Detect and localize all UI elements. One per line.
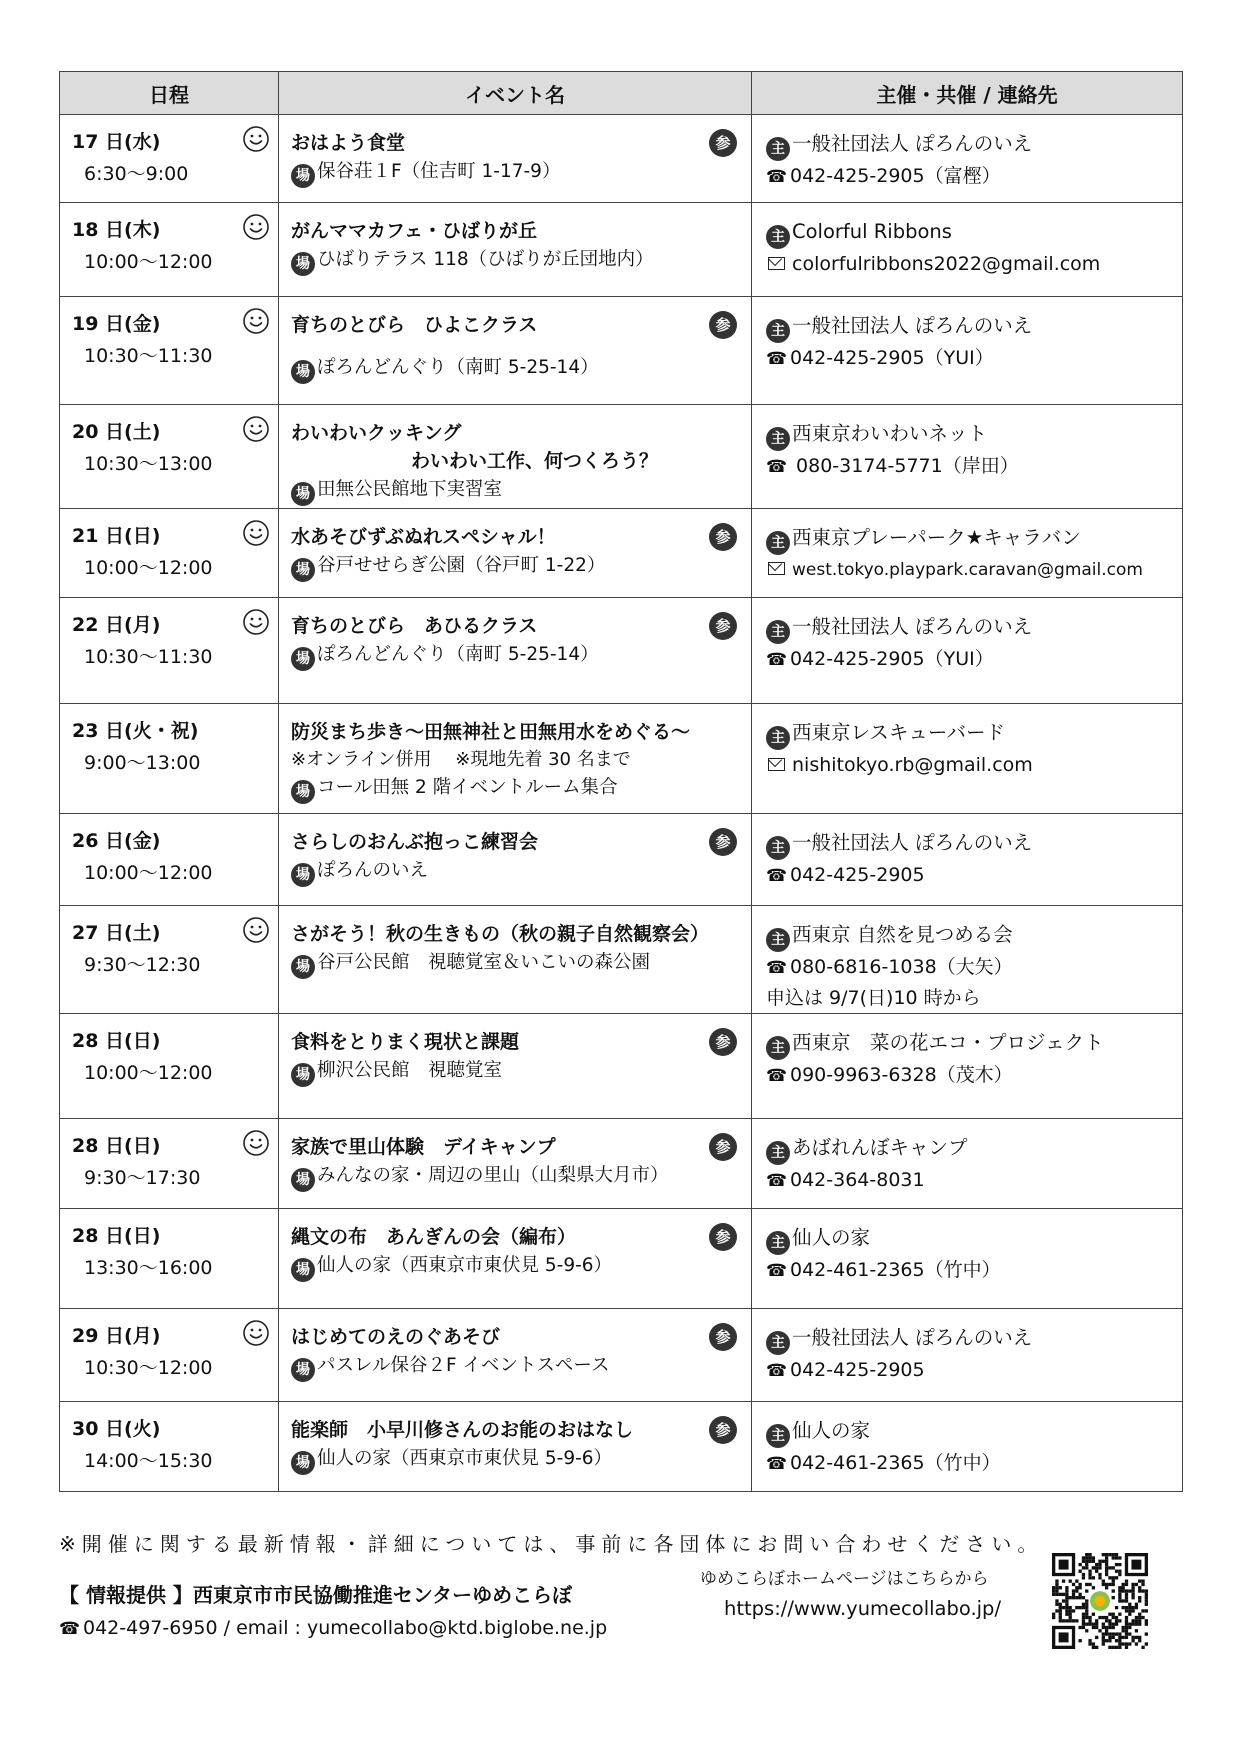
telephone-icon: ☎ (766, 1171, 788, 1191)
table-row (60, 1402, 1183, 1492)
venue-text: 田無公民館地下実習室 (317, 479, 503, 500)
contact-text: 042-425-2905 (790, 1359, 925, 1381)
event-time: 10:30～13:00 (84, 453, 213, 475)
participation-badge: 参 (709, 311, 737, 339)
event-date: 18 日(木) (72, 219, 161, 241)
venue-text: 谷戸公民館 視聴覚室＆いこいの森公園 (317, 952, 651, 973)
table-row (60, 509, 1183, 598)
organizer (766, 1416, 1176, 1448)
provider-contact-text: 042-497-6950 / email : yumecollabo@ktd.biglobe.ne.jp (83, 1617, 608, 1639)
table-row (60, 1014, 1183, 1119)
organizer (766, 718, 1176, 750)
organizer (766, 129, 1176, 161)
event-title: さらしのおんぶ抱っこ練習会 (291, 831, 539, 853)
event-cell (279, 1309, 752, 1402)
event-time: 13:30～16:00 (84, 1257, 213, 1279)
date-cell (60, 704, 279, 814)
table-row (60, 203, 1183, 297)
organizer (766, 1223, 1176, 1255)
event-title: 家族で里山体験 デイキャンプ (291, 1136, 556, 1158)
smiley-icon (242, 213, 270, 241)
organizer (766, 217, 1176, 249)
footer-notice: ※開催に関する最新情報・詳細については、事前に各団体にお問い合わせください。 (59, 1532, 1044, 1556)
organizer-name: 仙人の家 (792, 1226, 871, 1249)
event-title: 育ちのとびら あひるクラス (291, 615, 538, 637)
date-cell (60, 906, 279, 1014)
venue-badge: 場 (291, 955, 315, 979)
event-venue (291, 1444, 741, 1475)
event-venue (291, 1251, 741, 1282)
event-cell (279, 405, 752, 509)
contact-text: 042-425-2905 (790, 864, 925, 886)
contact-text: 042-364-8031 (790, 1169, 925, 1191)
organizer-name: 一般社団法人 ぽろんのいえ (792, 831, 1033, 854)
provider-contact (59, 1617, 607, 1639)
qr-code[interactable] (1052, 1553, 1148, 1649)
organizer-name: Colorful Ribbons (792, 220, 952, 243)
venue-text: 谷戸せせらぎ公園（谷戸町 1-22） (317, 555, 606, 576)
event-date: 23 日(火・祝) (72, 720, 199, 742)
contact-text: 080-3174-5771（岸田） (790, 455, 1019, 477)
contact-phone (766, 1255, 1176, 1286)
venue-text: 仙人の家（西東京市東伏見 5-9-6） (317, 1448, 613, 1469)
contact-email[interactable] (766, 555, 1176, 585)
participation-badge: 参 (709, 828, 737, 856)
telephone-icon: ☎ (766, 650, 788, 670)
contact-phone (766, 860, 1176, 891)
event-schedule-table (59, 71, 1183, 1492)
organizer-name: 一般社団法人 ぽろんのいえ (792, 132, 1033, 155)
date-cell (60, 1402, 279, 1492)
table-row (60, 598, 1183, 704)
smiley-icon (242, 1129, 270, 1157)
participation-badge: 参 (709, 1133, 737, 1161)
contact-phone (766, 1355, 1176, 1386)
event-venue (291, 773, 741, 804)
event-title: 食料をとりまく現状と課題 (291, 1031, 520, 1053)
event-title-line2: わいわい工作、何つくろう？ (411, 450, 659, 472)
venue-badge: 場 (291, 1063, 315, 1087)
event-time: 10:00～12:00 (84, 862, 213, 884)
event-date: 28 日(日) (72, 1225, 161, 1247)
contact-text: 042-425-2905（YUI） (790, 347, 994, 369)
contact-text: 042-425-2905（YUI） (790, 648, 994, 670)
organizer (766, 1028, 1176, 1060)
host-badge: 主 (766, 531, 790, 555)
venue-text: 柳沢公民館 視聴覚室 (317, 1060, 503, 1081)
smiley-icon (242, 307, 270, 335)
envelope-icon (768, 562, 785, 575)
venue-text: 保谷荘１F（住吉町 1-17-9） (317, 161, 561, 182)
participation-badge: 参 (709, 129, 737, 157)
event-venue (291, 475, 741, 506)
host-badge: 主 (766, 1331, 790, 1355)
host-badge: 主 (766, 620, 790, 644)
host-badge: 主 (766, 928, 790, 952)
participation-badge: 参 (709, 612, 737, 640)
smiley-icon (242, 916, 270, 944)
contact-phone (766, 1448, 1176, 1479)
table-row (60, 405, 1183, 509)
venue-badge: 場 (291, 1451, 315, 1475)
organizer (766, 419, 1176, 451)
date-cell (60, 598, 279, 704)
contact-phone (766, 161, 1176, 192)
organizer-cell (752, 1309, 1183, 1402)
event-date: 17 日(水) (72, 131, 161, 153)
host-badge: 主 (766, 1424, 790, 1448)
event-date: 28 日(日) (72, 1135, 161, 1157)
organizer-name: 西東京 自然を見つめる会 (792, 923, 1013, 946)
telephone-icon: ☎ (766, 1261, 788, 1281)
event-cell (279, 906, 752, 1014)
event-date: 27 日(土) (72, 922, 161, 944)
date-cell (60, 1209, 279, 1309)
contact-text: 042-461-2365（竹中） (790, 1259, 1001, 1281)
participation-badge: 参 (709, 1028, 737, 1056)
participation-badge: 参 (709, 1323, 737, 1351)
smiley-icon (242, 125, 270, 153)
event-time: 10:30～11:30 (84, 345, 213, 367)
telephone-icon: ☎ (766, 958, 788, 978)
homepage-label: ゆめこらぼホームページはこちらから (700, 1569, 989, 1589)
host-badge: 主 (766, 1036, 790, 1060)
date-cell (60, 203, 279, 297)
table-row (60, 814, 1183, 906)
organizer (766, 612, 1176, 644)
event-cell (279, 1119, 752, 1209)
venue-badge: 場 (291, 1258, 315, 1282)
contact-phone (766, 952, 1176, 983)
event-time: 10:30～11:30 (84, 646, 213, 668)
organizer (766, 828, 1176, 860)
organizer (766, 920, 1176, 952)
smiley-icon (242, 1319, 270, 1347)
date-cell (60, 115, 279, 203)
event-date: 20 日(土) (72, 421, 161, 443)
event-cell (279, 203, 752, 297)
date-cell (60, 1014, 279, 1119)
host-badge: 主 (766, 137, 790, 161)
host-badge: 主 (766, 1141, 790, 1165)
organizer-name: 一般社団法人 ぽろんのいえ (792, 615, 1033, 638)
venue-text: コール田無 2 階イベントルーム集合 (317, 777, 618, 798)
event-title: わいわいクッキング (291, 422, 462, 444)
organizer-name: あばれんぼキャンプ (792, 1136, 968, 1159)
event-cell (279, 814, 752, 906)
info-provider: 【 情報提供 】西東京市市民協働推進センターゆめこらぼ (59, 1583, 573, 1607)
contact-text: nishitokyo.rb@gmail.com (792, 754, 1033, 776)
event-time: 10:00～12:00 (84, 251, 213, 273)
event-time: 10:30～12:00 (84, 1357, 213, 1379)
event-time: 9:30～17:30 (84, 1167, 201, 1189)
event-title: 能楽師 小早川修さんのお能のおはなし (291, 1419, 634, 1441)
host-badge: 主 (766, 1231, 790, 1255)
envelope-icon (768, 758, 785, 771)
organizer (766, 311, 1176, 343)
organizer-cell (752, 1014, 1183, 1119)
event-title: はじめてのえのぐあそび (291, 1326, 501, 1348)
contact-text: west.tokyo.playpark.caravan@gmail.com (792, 560, 1143, 580)
header-event: イベント名 (279, 72, 752, 115)
event-date: 29 日(月) (72, 1325, 161, 1347)
event-cell (279, 1209, 752, 1309)
telephone-icon: ☎ (766, 349, 788, 369)
telephone-icon: ☎ (766, 1454, 788, 1474)
event-date: 28 日(日) (72, 1030, 161, 1052)
event-title: おはよう食堂 (291, 132, 406, 154)
table-row (60, 1309, 1183, 1402)
organizer-name: 西東京プレーパーク★キャラバン (792, 526, 1081, 549)
participation-badge: 参 (709, 523, 737, 551)
host-badge: 主 (766, 225, 790, 249)
organizer-cell (752, 1402, 1183, 1492)
smiley-icon (242, 519, 270, 547)
organizer-cell (752, 203, 1183, 297)
event-cell (279, 509, 752, 598)
contact-phone (766, 644, 1176, 675)
event-venue (291, 856, 741, 887)
event-title: 防災まち歩き～田無神社と田無用水をめぐる～ (291, 721, 691, 743)
table-row (60, 1119, 1183, 1209)
organizer-name: 一般社団法人 ぽろんのいえ (792, 1326, 1033, 1349)
event-time: 6:30～9:00 (84, 163, 189, 185)
event-venue (291, 1056, 741, 1087)
contact-text: 042-425-2905（富樫） (790, 165, 1001, 187)
header-date: 日程 (60, 72, 279, 115)
venue-badge: 場 (291, 164, 315, 188)
event-venue (291, 1351, 741, 1382)
participation-badge: 参 (709, 1416, 737, 1444)
table-row (60, 704, 1183, 814)
event-time: 14:00～15:30 (84, 1450, 213, 1472)
contact-text: 090-9963-6328（茂木） (790, 1064, 1013, 1086)
event-date: 22 日(月) (72, 614, 161, 636)
event-note: ※オンライン併用 ※現地先着 30 名まで (291, 749, 631, 770)
organizer-cell (752, 405, 1183, 509)
event-venue (291, 640, 741, 671)
smiley-icon (242, 415, 270, 443)
contact-phone (766, 343, 1176, 374)
venue-text: ひばりテラス 118（ひばりが丘団地内） (317, 249, 654, 270)
table-row (60, 115, 1183, 203)
table-row (60, 297, 1183, 405)
venue-text: パスレル保谷２F イベントスペース (317, 1355, 610, 1376)
telephone-icon: ☎ (766, 457, 788, 477)
event-title: 縄文の布 あんぎんの会（編布） (291, 1226, 577, 1248)
venue-text: ぽろんどんぐり（南町 5-25-14） (317, 357, 599, 378)
spacer (291, 339, 741, 353)
event-cell (279, 704, 752, 814)
organizer-name: 西東京レスキューバード (792, 721, 1005, 744)
contact-text: colorfulribbons2022@gmail.com (792, 253, 1101, 275)
date-cell (60, 297, 279, 405)
event-cell (279, 115, 752, 203)
host-badge: 主 (766, 836, 790, 860)
smiley-icon (242, 608, 270, 636)
organizer (766, 1323, 1176, 1355)
contact-phone (766, 1165, 1176, 1196)
event-time: 10:00～12:00 (84, 557, 213, 579)
venue-text: みんなの家・周辺の里山（山梨県大月市） (317, 1165, 669, 1186)
venue-badge: 場 (291, 482, 315, 506)
venue-badge: 場 (291, 252, 315, 276)
event-cell (279, 598, 752, 704)
organizer-cell (752, 1209, 1183, 1309)
event-time: 9:30～12:30 (84, 954, 201, 976)
venue-badge: 場 (291, 780, 315, 804)
contact-phone (766, 451, 1176, 482)
organizer-cell (752, 704, 1183, 814)
telephone-icon: ☎ (766, 1361, 788, 1381)
venue-badge: 場 (291, 558, 315, 582)
event-venue (291, 1161, 741, 1192)
event-cell (279, 297, 752, 405)
contact-text: 080-6816-1038（大矢） (790, 956, 1013, 978)
date-cell (60, 405, 279, 509)
venue-text: 仙人の家（西東京市東伏見 5-9-6） (317, 1255, 613, 1276)
organizer (766, 1133, 1176, 1165)
event-cell (279, 1014, 752, 1119)
header-organizer: 主催・共催 / 連絡先 (752, 72, 1183, 115)
event-title: 水あそびずぶぬれスペシャル！ (291, 526, 556, 548)
organizer-cell (752, 509, 1183, 598)
venue-text: ぽろんどんぐり（南町 5-25-14） (317, 644, 599, 665)
date-cell (60, 1119, 279, 1209)
organizer-name: 仙人の家 (792, 1419, 871, 1442)
event-venue (291, 157, 741, 188)
organizer-cell (752, 297, 1183, 405)
contact-email[interactable] (766, 249, 1176, 279)
event-title: がんママカフェ・ひばりが丘 (291, 220, 538, 242)
venue-badge: 場 (291, 360, 315, 384)
organizer-name: 西東京 菜の花エコ・プロジェクト (792, 1031, 1104, 1054)
event-venue (291, 551, 741, 582)
host-badge: 主 (766, 726, 790, 750)
contact-extra: 申込は 9/7(日)10 時から (766, 987, 981, 1009)
date-cell (60, 509, 279, 598)
venue-text: ぽろんのいえ (317, 860, 429, 881)
telephone-icon: ☎ (766, 866, 788, 886)
envelope-icon (768, 257, 785, 270)
organizer-cell (752, 814, 1183, 906)
event-date: 26 日(金) (72, 830, 161, 852)
contact-phone (766, 1060, 1176, 1091)
organizer-cell (752, 1119, 1183, 1209)
venue-badge: 場 (291, 1168, 315, 1192)
telephone-icon: ☎ (766, 167, 788, 187)
event-cell (279, 1402, 752, 1492)
event-title: 育ちのとびら ひよこクラス (291, 314, 538, 336)
date-cell (60, 1309, 279, 1402)
event-title: さがそう！秋の生きもの（秋の親子自然観察会） (291, 923, 710, 945)
contact-text: 042-461-2365（竹中） (790, 1452, 1001, 1474)
date-cell (60, 814, 279, 906)
host-badge: 主 (766, 319, 790, 343)
event-date: 19 日(金) (72, 313, 161, 335)
organizer-name: 西東京わいわいネット (792, 422, 988, 445)
organizer-cell (752, 115, 1183, 203)
telephone-icon: ☎ (59, 1619, 81, 1639)
event-date: 21 日(日) (72, 525, 161, 547)
table-row (60, 906, 1183, 1014)
event-venue (291, 948, 741, 979)
homepage-url[interactable]: https://www.yumecollabo.jp/ (724, 1597, 1002, 1620)
table-header-row (60, 72, 1183, 115)
host-badge: 主 (766, 427, 790, 451)
telephone-icon: ☎ (766, 1066, 788, 1086)
event-venue (291, 245, 741, 276)
event-venue (291, 353, 741, 384)
event-date: 30 日(火) (72, 1418, 161, 1440)
organizer-name: 一般社団法人 ぽろんのいえ (792, 314, 1033, 337)
event-time: 9:00～13:00 (84, 752, 201, 774)
venue-badge: 場 (291, 647, 315, 671)
organizer-cell (752, 906, 1183, 1014)
table-row (60, 1209, 1183, 1309)
organizer (766, 523, 1176, 555)
contact-email[interactable] (766, 750, 1176, 780)
participation-badge: 参 (709, 1223, 737, 1251)
event-time: 10:00～12:00 (84, 1062, 213, 1084)
venue-badge: 場 (291, 863, 315, 887)
organizer-cell (752, 598, 1183, 704)
venue-badge: 場 (291, 1358, 315, 1382)
